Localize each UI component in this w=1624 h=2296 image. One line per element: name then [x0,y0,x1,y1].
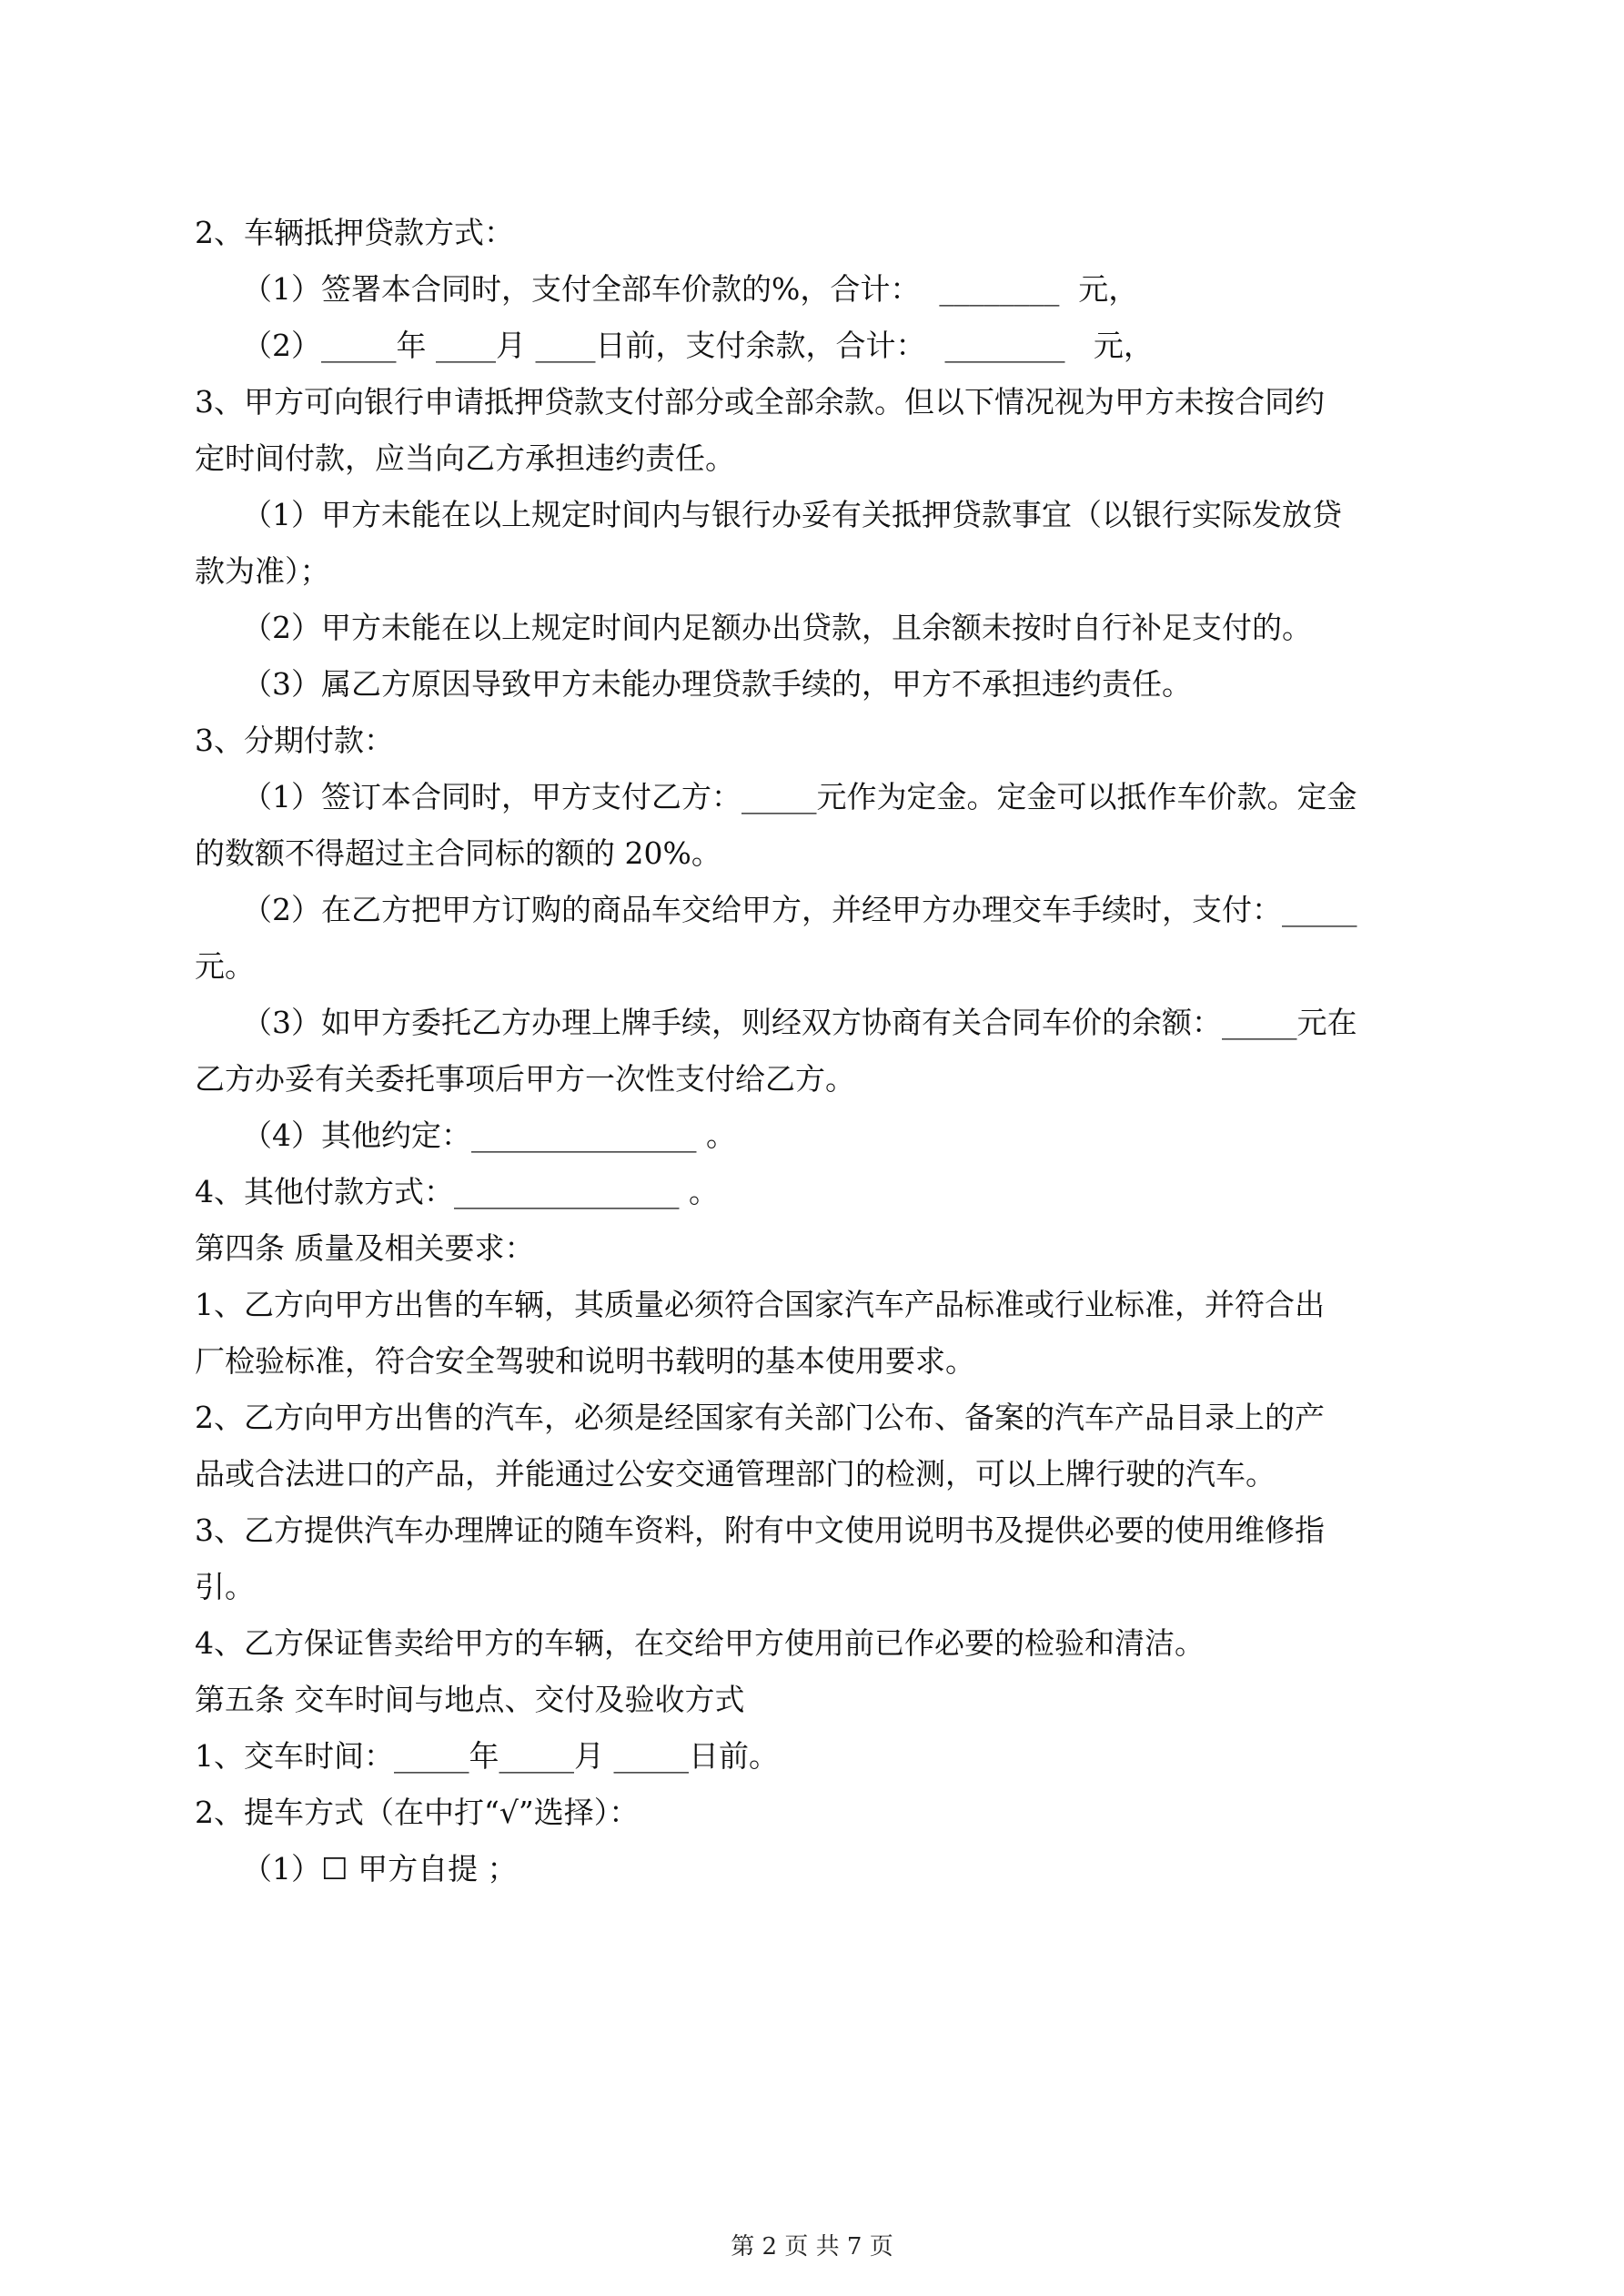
text-line: 3、乙方提供汽车办理牌证的随车资料，附有中文使用说明书及提供必要的使用维修指 [195,1512,1325,1548]
text-line: 元。 [195,948,255,984]
text-line: 4、其他付款方式：_______________ 。 [195,1174,719,1209]
text-line: 定时间付款，应当向乙方承担违约责任。 [195,440,735,476]
text-line: 4、乙方保证售卖给甲方的车辆，在交给甲方使用前已作必要的检验和清洁。 [195,1625,1205,1661]
text-line: （3）属乙方原因导致甲方未能办理贷款手续的，甲方不承担违约责任。 [242,666,1192,702]
text-line: 品或合法进口的产品，并能通过公安交通管理部门的检测，可以上牌行驶的汽车。 [195,1456,1276,1492]
page-number-footer: 第 2 页 共 7 页 [731,2233,893,2261]
section-heading: 第四条 质量及相关要求： [195,1230,535,1266]
checkbox-option-line: （1）☐ 甲方自提 ； [242,1851,518,1886]
document-body [195,205,1430,1897]
text-line: 款为准）； [195,553,330,589]
text-line: 引。 [195,1569,255,1604]
text-line: 乙方办妥有关委托事项后甲方一次性支付给乙方。 [195,1061,855,1097]
text-line: 2、乙方向甲方出售的汽车，必须是经国家有关部门公布、备案的汽车产品目录上的产 [195,1400,1325,1435]
text-line: 1、交车时间：_____年_____月 _____日前。 [195,1738,779,1774]
text-line: （1）签订本合同时，甲方支付乙方：_____元作为定金。定金可以抵作车价款。定金 [242,779,1357,814]
text-line: 2、车辆抵押贷款方式： [195,215,514,250]
text-line: 3、分期付款： [195,723,394,758]
text-line: 1、乙方向甲方出售的车辆，其质量必须符合国家汽车产品标准或行业标准，并符合出 [195,1287,1325,1322]
text-line: 厂检验标准，符合安全驾驶和说明书载明的基本使用要求。 [195,1343,975,1379]
text-line: （1）甲方未能在以上规定时间内与银行办妥有关抵押贷款事宜（以银行实际发放贷 [242,497,1342,532]
section-heading: 第五条 交车时间与地点、交付及验收方式 [195,1682,745,1717]
text-line: 3、甲方可向银行申请抵押贷款支付部分或全部余款。但以下情况视为甲方未按合同约 [195,384,1325,420]
text-line: （2）在乙方把甲方订购的商品车交给甲方，并经甲方办理交车手续时，支付：_____ [242,892,1357,927]
text-line: （2）_____年 ____月 ____日前，支付余款，合计： ________ 元， [242,328,1154,363]
text-line: （2）甲方未能在以上规定时间内足额办出贷款，且余额未按时自行补足支付的。 [242,610,1312,645]
text-line: （4）其他约定：_______________ 。 [242,1118,736,1153]
text-line: （3）如甲方委托乙方办理上牌手续，则经双方协商有关合同车价的余额：_____元在 [242,1005,1357,1040]
text-line: 2、提车方式（在中打“√”选择）： [195,1795,640,1830]
text-line: 的数额不得超过主合同标的额的 20%。 [195,835,721,871]
text-line: （1）签署本合同时，支付全部车价款的%，合计： ________ 元， [242,271,1139,307]
